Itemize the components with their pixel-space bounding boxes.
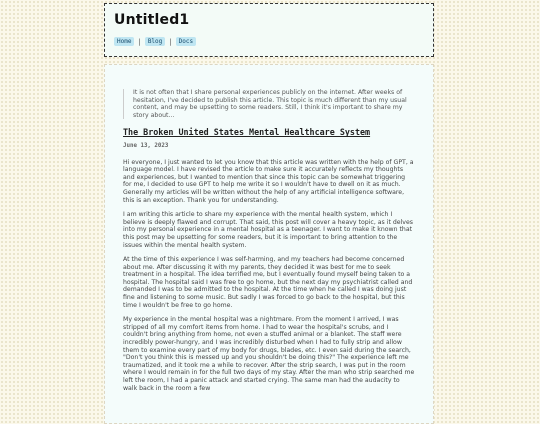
site-title: Untitled1 xyxy=(114,12,190,28)
post-paragraph: My experience in the mental hospital was a nightmare. From the moment I arrived, I was stripped of all my comfort items from home. I had to wear the hospital's scrubs, and I couldn't bring anything from home, not even a stuffed animal or a blanket. The staff were incredibly power-hungry, and I was incredibly disturbed when I had to fully strip and allow them to examine every part of my body for drugs, blades, etc. I even said during the search, "Don't you think this is messed up and you shouldn't be doing this?" The experience left me traumatized, and it took me a while to recover. After the strip search, I was put in the room where I would remain in for the full two days of my stay. After the man who strip searched me left the room, I had a panic attack and started crying. The same man had the audacity to walk back in the room a few xyxy=(123,316,415,392)
nav-link-docs[interactable]: Docs xyxy=(176,37,196,46)
post-paragraph: Hi everyone, I just wanted to let you know that this article was written with the help of GPT, a language model. I have revised the article to make sure it accurately reflects my thoughts and experiences, but I wanted to mention that since this topic can be somewhat triggering for me, I decided to use GPT to help me write it so I wouldn't have to dwell on it as much. Generally my articles will be written without the help of any artificial intelligence software, this is an exception. Thank you for understanding. xyxy=(123,158,414,204)
post-title-link[interactable]: The Broken United States Mental Healthcare System xyxy=(123,127,371,138)
nav-link-blog[interactable]: Blog xyxy=(145,37,165,46)
intro-blockquote: It is not often that I share personal experiences publicly on the internet. After weeks of hesitation, I've decided to publish this article. This topic is much different than my usual content, and may be upsetting to some readers. Still, I think it's important to share my story about... xyxy=(123,89,415,119)
main-content xyxy=(104,64,434,424)
post-paragraph: I am writing this article to share my experience with the mental health system, which I believe is deeply flawed and corrupt. That said, this post will cover a heavy topic, as it delves into my personal experience in a mental hospital as a teenager. I want to make it known that this post may be upsetting for some readers, but it is important to bring attention to the issues within the mental health system. xyxy=(123,211,413,249)
nav-separator: | xyxy=(138,37,141,46)
nav-link-home[interactable]: Home xyxy=(114,37,134,46)
nav-separator: | xyxy=(169,37,172,46)
main-nav xyxy=(114,37,424,46)
site-header xyxy=(104,3,434,57)
post-date: June 13, 2023 xyxy=(123,142,169,149)
post-paragraph: At the time of this experience I was self-harming, and my teachers had become concerned about me. After discussing it with my parents, they decided it was best for me to seek treatment in a hospital. The idea terrified me, but I eventually found myself being taken to a hospital. The hospital said I was free to go home, but the next day my psychiatrist called and demanded I was to be admitted to the hospital. At the time when he called I was doing just fine and listening to some music. But sadly I was forced to go back to the hospital, but this time I wouldn't be free to go home. xyxy=(123,256,413,309)
